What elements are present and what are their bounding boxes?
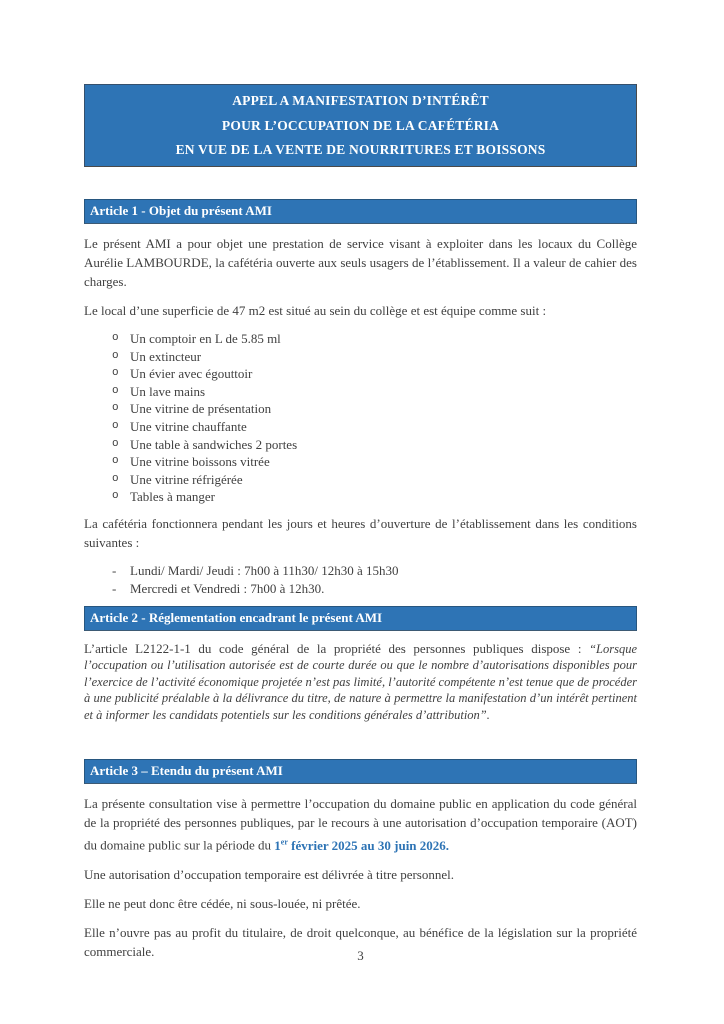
list-item-label: Une vitrine réfrigérée xyxy=(130,471,243,487)
circle-bullet-icon: o xyxy=(112,402,119,415)
circle-bullet-icon: o xyxy=(112,349,119,362)
list-item xyxy=(84,330,637,348)
circle-bullet-icon: o xyxy=(112,490,119,503)
title-line-2: POUR L’OCCUPATION DE LA CAFÉTÉRIA xyxy=(221,117,500,133)
circle-bullet-icon: o xyxy=(112,332,119,344)
date-rest: février 2025 au 30 juin 2026. xyxy=(287,837,450,853)
article-2-paragraph xyxy=(84,641,637,724)
list-item xyxy=(84,348,637,366)
article-3-paragraph-4: Elle n’ouvre pas au profit du titulaire, de droit quelconque, au bénéfice de la législation sur la propriété commerciale. xyxy=(84,924,637,959)
circle-bullet-icon: o xyxy=(112,437,119,450)
circle-bullet-icon: o xyxy=(112,367,119,380)
dash-bullet-icon: - xyxy=(112,562,117,578)
list-item xyxy=(84,453,637,471)
list-item-label: Une table à sandwiches 2 portes xyxy=(130,436,298,452)
article-3-heading: Article 3 – Etendu du présent AMI xyxy=(84,759,637,784)
list-item-label: Une vitrine chauffante xyxy=(130,418,247,434)
circle-bullet-icon: o xyxy=(112,419,119,432)
article-3-paragraph-1 xyxy=(84,794,637,854)
article-2-intro: L’article L2122-1-1 du code général de la propriété des personnes publiques dispose : xyxy=(84,640,590,656)
article-3-paragraph-2: Une autorisation d’occupation temporaire est délivrée à titre personnel. xyxy=(84,866,454,882)
article-1-paragraph-3: La cafétéria fonctionnera pendant les jours et heures d’ouverture de l’établissement dans les conditions suivantes : xyxy=(84,515,637,550)
title-line-1: APPEL A MANIFESTATION D’INTÉRÊT xyxy=(232,93,489,109)
circle-bullet-icon: o xyxy=(112,455,119,468)
list-item-label: Tables à manger xyxy=(130,489,215,505)
list-item xyxy=(84,580,637,598)
article-3-paragraph-1-text: La présente consultation vise à permettre l’occupation du domaine public en application du code général de la propriété des personnes publiques, par le recours à une autorisation d’occupation temporaire (AOT) du domaine public sur la période du xyxy=(84,796,637,853)
list-item xyxy=(84,400,637,418)
article-1-paragraph-2: Le local d’une superficie de 47 m2 est situé au sein du collège et est équipe comme suit : xyxy=(84,303,547,318)
document-content xyxy=(84,84,637,971)
validity-period-date xyxy=(274,838,449,853)
article-1-heading: Article 1 - Objet du présent AMI xyxy=(84,199,637,224)
article-2-heading: Article 2 - Réglementation encadrant le présent AMI xyxy=(84,606,637,631)
list-item xyxy=(84,383,637,401)
equipment-list xyxy=(84,330,637,506)
list-item-label: Une vitrine boissons vitrée xyxy=(130,454,270,470)
title-line-3: EN VUE DE LA VENTE DE NOURRITURES ET BOISSONS xyxy=(175,141,546,157)
article-3-paragraph-3: Elle ne peut donc être cédée, ni sous-louée, ni prêtée. xyxy=(84,895,361,911)
page-number: 3 xyxy=(357,948,364,963)
list-item-label: Lundi/ Mardi/ Jeudi : 7h00 à 11h30/ 12h30 à 15h30 xyxy=(130,562,399,578)
list-item-label: Un lave mains xyxy=(130,383,206,399)
article-1-paragraph-1: Le présent AMI a pour objet une prestation de service visant à exploiter dans les locaux du Collège Aurélie LAMBOURDE, la cafétéria ouverte aux seuls usagers de l’établissement. Il a valeur de cahier des charges. xyxy=(84,236,637,289)
list-item xyxy=(84,562,637,580)
opening-hours-list xyxy=(84,562,637,598)
list-item xyxy=(84,418,637,436)
legal-quote: “Lorsque l’occupation ou l’utilisation autorisée est de courte durée ou que le nombre d’autorisations disponibles pour l’exercice de l’activité économique projetée n’est pas limité, l’autorité compétente n’est tenue que de procéder à une publicité préalable à la délivrance du titre, de nature à permettre la manifestation d’un intérêt pertinent et à informer les candidats potentiels sur les conditions générales d’attribution”. xyxy=(84,641,637,722)
circle-bullet-icon: o xyxy=(112,472,119,485)
dash-bullet-icon: - xyxy=(112,580,117,596)
circle-bullet-icon: o xyxy=(112,384,119,397)
list-item xyxy=(84,488,637,506)
list-item-label: Un évier avec égouttoir xyxy=(130,366,253,382)
list-item-label: Un comptoir en L de 5.85 ml xyxy=(130,331,281,346)
date-ordinal-suffix: er xyxy=(280,837,288,847)
document-title-banner xyxy=(84,84,637,167)
list-item-label: Mercredi et Vendredi : 7h00 à 12h30. xyxy=(130,580,325,596)
list-item-label: Un extincteur xyxy=(130,348,202,364)
list-item xyxy=(84,365,637,383)
date-prefix: 1 xyxy=(274,837,281,853)
list-item xyxy=(84,471,637,489)
list-item-label: Une vitrine de présentation xyxy=(130,401,272,417)
list-item xyxy=(84,436,637,454)
